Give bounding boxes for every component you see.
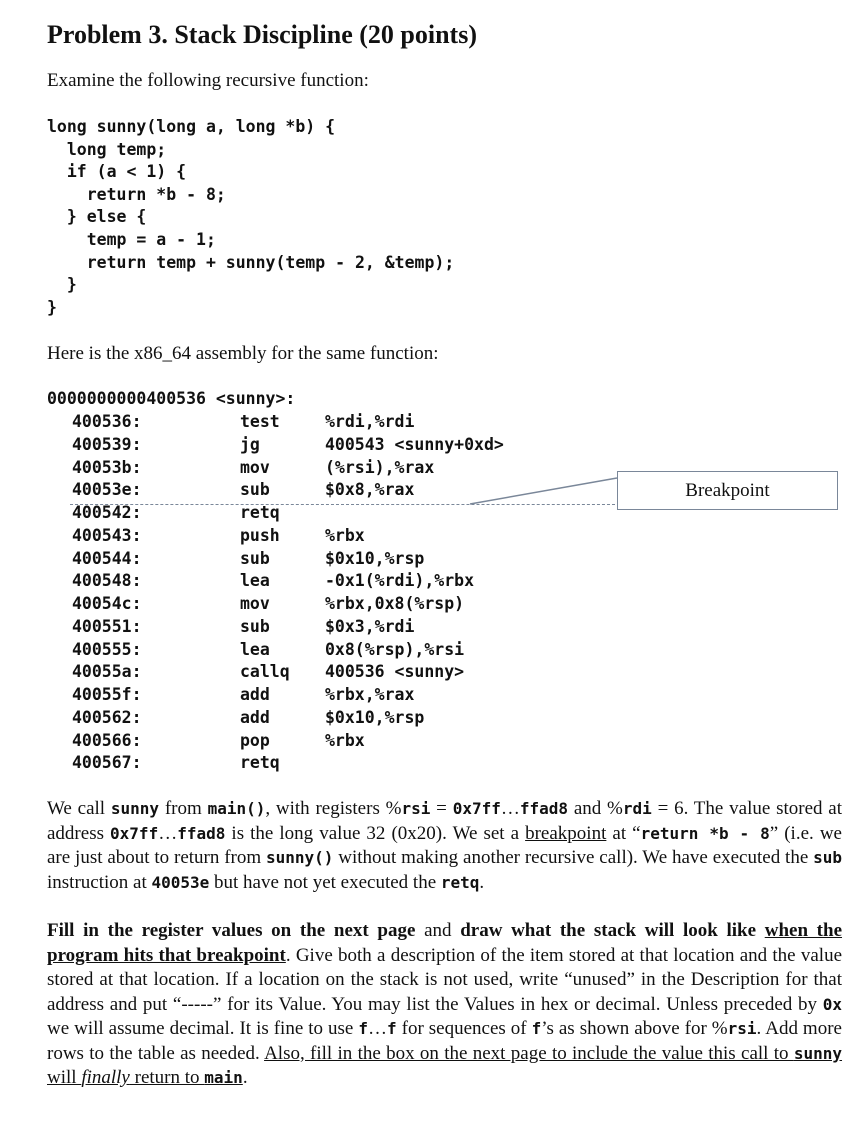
text: and (415, 920, 461, 941)
instruction-underline: return to (129, 1067, 205, 1088)
asm-intro-text: Here is the x86_64 assembly for the same function: (47, 343, 439, 364)
asm-addr: 400562: (72, 707, 142, 727)
asm-op: add (240, 707, 270, 727)
code-address: ffad8 (519, 799, 569, 818)
asm-addr: 400543: (72, 525, 142, 545)
text: and % (568, 798, 623, 819)
asm-args: %rbx (325, 730, 365, 750)
asm-addr: 400536: (72, 412, 142, 431)
text: we will assume decimal. It is fine to use (47, 1018, 359, 1039)
asm-args: %rbx,%rax (325, 685, 415, 704)
problem-description (47, 797, 842, 895)
asm-op: sub (240, 480, 270, 500)
code-address: 40053e (151, 872, 210, 892)
c-code-line: temp = a - 1; (47, 230, 216, 249)
instruction-bold-underline: when the program hits that breakpoint (47, 920, 843, 966)
asm-args: (%rsi),%rax (325, 457, 435, 477)
code-main: main() (207, 799, 266, 818)
text: . (479, 871, 485, 893)
asm-args: %rdi,%rdi (325, 412, 415, 431)
breakpoint-callout: Breakpoint (617, 471, 838, 510)
text: ” (i.e. we are just about to return from (47, 822, 842, 868)
asm-addr: 400542: (72, 503, 142, 522)
code-return-statement: return *b - 8 (640, 823, 770, 843)
asm-args: %rbx (325, 525, 365, 545)
code-main: main (204, 1068, 243, 1087)
asm-args: $0x3,%rdi (325, 616, 415, 636)
asm-args: 0x8(%rsp),%rsi (325, 639, 465, 659)
instruction-underline: will (47, 1067, 82, 1088)
code-retq: retq (440, 872, 480, 892)
c-code-line: } (47, 275, 77, 294)
c-code-line: long temp; (47, 140, 167, 159)
text: at “ (606, 822, 641, 844)
code-f: f (358, 1019, 368, 1038)
breakpoint-term: breakpoint (525, 822, 607, 844)
asm-op: lea (240, 639, 270, 659)
asm-addr: 400566: (72, 730, 142, 750)
asm-args: $0x10,%rsp (325, 707, 425, 727)
text: . Give both a description of the item stored at that location and the value stored at that location. If a location on the stack is not used, write “unused” in the Description for that address and put “-----” for its Value. You may list the Values in hex or decimal. Unless preceded by (47, 944, 842, 1015)
intro-text: Examine the following recursive function: (47, 70, 369, 91)
text: instruction at (47, 871, 152, 893)
code-f: f (531, 1019, 542, 1038)
asm-args: %rbx,0x8(%rsp) (325, 594, 465, 613)
asm-op: test (240, 412, 280, 431)
code-address: 0x7ff (452, 799, 501, 818)
asm-op: retq (240, 503, 280, 522)
asm-args: $0x10,%rsp (325, 548, 425, 568)
instruction-bold: Fill in the register values on the next page (47, 920, 416, 941)
code-rsi: rsi (727, 1019, 757, 1038)
c-code-line: if (a < 1) { (47, 162, 187, 181)
problem-title: Problem 3. Stack Discipline (20 points) (47, 20, 477, 49)
text: = 6. The value stored at address (47, 798, 843, 844)
asm-addr: 400544: (72, 548, 142, 568)
asm-op: lea (240, 571, 270, 591)
asm-args: -0x1(%rdi),%rbx (325, 571, 475, 591)
asm-op: mov (240, 457, 270, 477)
text: … (158, 822, 178, 844)
asm-op: jg (240, 434, 260, 454)
code-sunny: sunny (110, 799, 160, 818)
text: We call (47, 798, 111, 819)
asm-header: 0000000000400536 <sunny>: (47, 389, 296, 408)
asm-addr: 400555: (72, 639, 142, 659)
c-code-line: return temp + sunny(temp - 2, &temp); (47, 253, 455, 272)
text: for sequences of (396, 1018, 532, 1039)
asm-args: $0x8,%rax (325, 480, 415, 500)
asm-addr: 40055a: (72, 662, 142, 682)
code-rdi: rdi (622, 799, 652, 818)
c-code-line: return *b - 8; (47, 185, 226, 204)
asm-op: sub (240, 616, 270, 636)
code-rsi: rsi (401, 799, 431, 818)
instruction-italic: finally (81, 1067, 130, 1088)
text: is the long value 32 (0x20). We set a (225, 822, 526, 844)
text: but have not yet executed the (209, 871, 441, 893)
code-sunny-call: sunny() (266, 848, 334, 867)
text: , with registers % (265, 798, 402, 819)
asm-addr: 40055f: (72, 685, 142, 704)
asm-op: push (240, 525, 280, 545)
asm-op: sub (240, 548, 270, 568)
text: ’s as shown above for % (541, 1018, 728, 1039)
asm-args: 400536 <sunny> (325, 662, 465, 682)
text: from (159, 798, 208, 819)
asm-addr: 400539: (72, 434, 142, 454)
asm-args: 400543 <sunny+0xd> (325, 434, 504, 454)
code-address: 0x7ff (110, 823, 159, 843)
instruction-underline: Also, fill in the box on the next page to include the value this call to (264, 1042, 794, 1064)
text: … (367, 1018, 387, 1039)
asm-op: retq (240, 753, 280, 773)
asm-addr: 40054c: (72, 594, 142, 613)
code-address: ffad8 (177, 823, 226, 843)
code-f: f (386, 1019, 397, 1038)
text: … (500, 798, 520, 819)
c-code-line: } (47, 298, 57, 317)
asm-op: callq (240, 662, 290, 682)
asm-addr: 400548: (72, 571, 142, 591)
text: . (242, 1067, 248, 1088)
code-0x: 0x (822, 994, 842, 1014)
code-sunny: sunny (793, 1043, 843, 1063)
c-code-line: long sunny(long a, long *b) { (47, 117, 336, 136)
text: . Add more rows to the table as needed. (47, 1018, 842, 1064)
c-code-line: } else { (47, 207, 147, 226)
text: without making another recursive call). We have executed the (333, 847, 814, 868)
code-sub: sub (813, 848, 843, 867)
instructions (47, 919, 842, 1091)
asm-addr: 400551: (72, 616, 142, 636)
asm-addr: 40053b: (72, 457, 142, 477)
asm-addr: 400567: (72, 753, 142, 773)
instruction-bold: draw what the stack will look like (460, 920, 765, 941)
text: = (430, 798, 453, 819)
asm-op: add (240, 685, 270, 704)
asm-op: pop (240, 730, 270, 750)
asm-op: mov (240, 594, 270, 613)
asm-addr: 40053e: (72, 480, 142, 500)
